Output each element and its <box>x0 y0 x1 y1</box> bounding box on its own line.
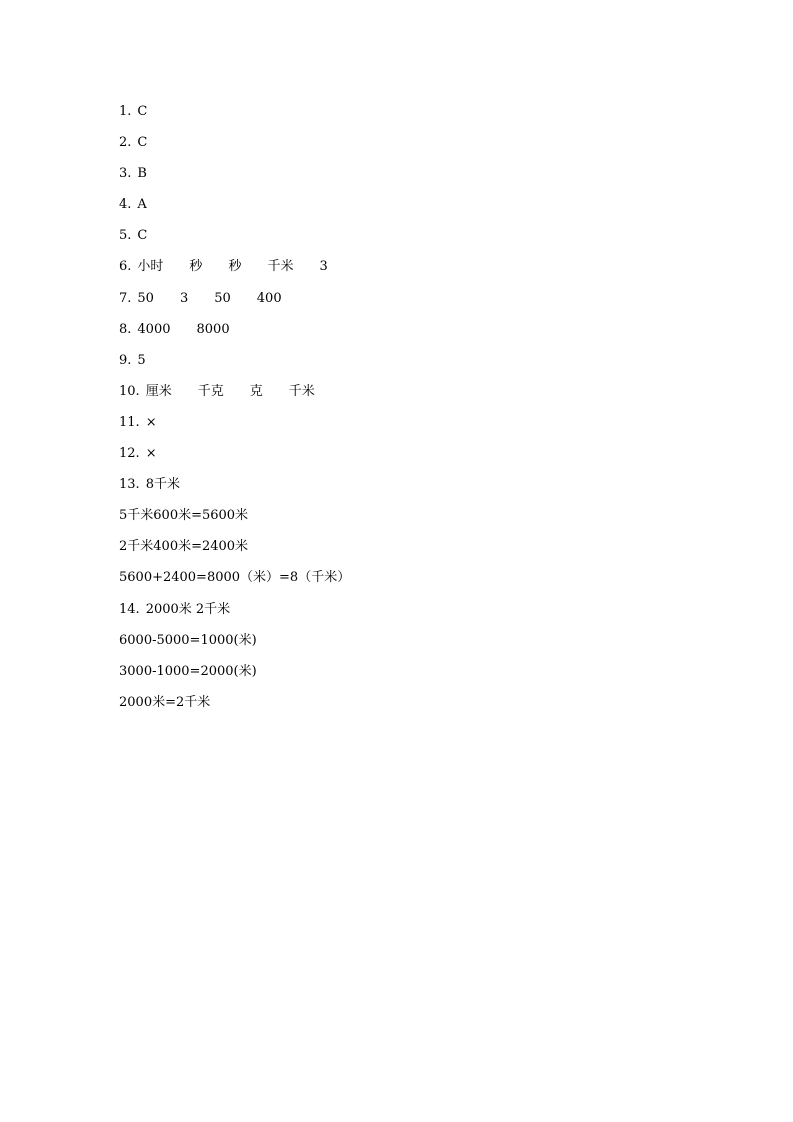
answer-text: 千克 <box>197 383 224 399</box>
working-line <box>119 537 719 568</box>
answer-text: C <box>137 135 148 151</box>
answer-text: 厘米 <box>145 383 172 399</box>
answer-line-13 <box>119 475 719 506</box>
answer-number: 9. <box>119 352 132 368</box>
answer-number: 2. <box>119 135 132 151</box>
answer-number: 6. <box>119 259 132 275</box>
working-line <box>119 693 719 724</box>
working-text: 5千米600米=5600米 <box>119 508 249 524</box>
answer-text: 8000 <box>196 321 230 337</box>
answer-number: 5. <box>119 228 132 244</box>
answer-text: × <box>145 414 157 430</box>
answer-text: B <box>137 166 147 182</box>
answer-text: 5 <box>137 352 146 368</box>
answer-line-14 <box>119 600 719 631</box>
answer-text: 3 <box>179 290 189 306</box>
answer-number: 7. <box>119 290 132 306</box>
answer-number: 11. <box>119 414 140 430</box>
answer-text: 秒 <box>189 259 203 275</box>
answer-text: 克 <box>249 383 263 399</box>
answer-line-1 <box>119 102 719 133</box>
answer-line-5 <box>119 226 719 257</box>
answer-number: 8. <box>119 321 132 337</box>
answer-line-2 <box>119 133 719 164</box>
working-text: 2000米=2千米 <box>119 694 211 710</box>
answer-list <box>119 102 719 724</box>
working-text: 6000-5000=1000(米) <box>119 632 257 648</box>
working-line <box>119 506 719 537</box>
answer-number: 4. <box>119 197 132 213</box>
answer-text: 50 <box>214 290 231 306</box>
working-text: 5600+2400=8000（米）=8（千米） <box>119 570 351 586</box>
answer-text: 秒 <box>228 259 242 275</box>
answer-line-3 <box>119 164 719 195</box>
working-line <box>119 568 719 599</box>
answer-number: 13. <box>119 477 140 493</box>
answer-text: 2000米 2千米 <box>145 601 231 617</box>
working-text: 3000-1000=2000(米) <box>119 663 257 679</box>
answer-number: 10. <box>119 383 140 399</box>
answer-line-6 <box>119 257 719 288</box>
answer-line-10 <box>119 382 719 413</box>
answer-line-9 <box>119 351 719 382</box>
answer-text: 4000 <box>137 321 171 337</box>
answer-number: 14. <box>119 601 140 617</box>
answer-number: 1. <box>119 104 132 119</box>
answer-text: 小时 <box>137 259 164 275</box>
answer-text: A <box>137 197 147 213</box>
answer-line-4 <box>119 195 719 226</box>
answer-text: 千米 <box>267 259 294 275</box>
answer-number: 3. <box>119 166 132 182</box>
answer-text: × <box>145 446 157 462</box>
answer-text: C <box>137 228 148 244</box>
answer-line-12 <box>119 444 719 475</box>
answer-text: 50 <box>137 290 154 306</box>
working-line <box>119 662 719 693</box>
answer-text: 8千米 <box>145 477 180 493</box>
answer-line-11 <box>119 413 719 444</box>
answer-text: 3 <box>319 259 328 275</box>
answer-text: 千米 <box>288 383 315 399</box>
working-line <box>119 631 719 662</box>
answer-number: 12. <box>119 446 140 462</box>
answer-text: 400 <box>256 290 282 306</box>
answer-text: C <box>137 104 148 119</box>
answer-line-7 <box>119 289 719 320</box>
answer-line-8 <box>119 320 719 351</box>
working-text: 2千米400米=2400米 <box>119 539 249 555</box>
